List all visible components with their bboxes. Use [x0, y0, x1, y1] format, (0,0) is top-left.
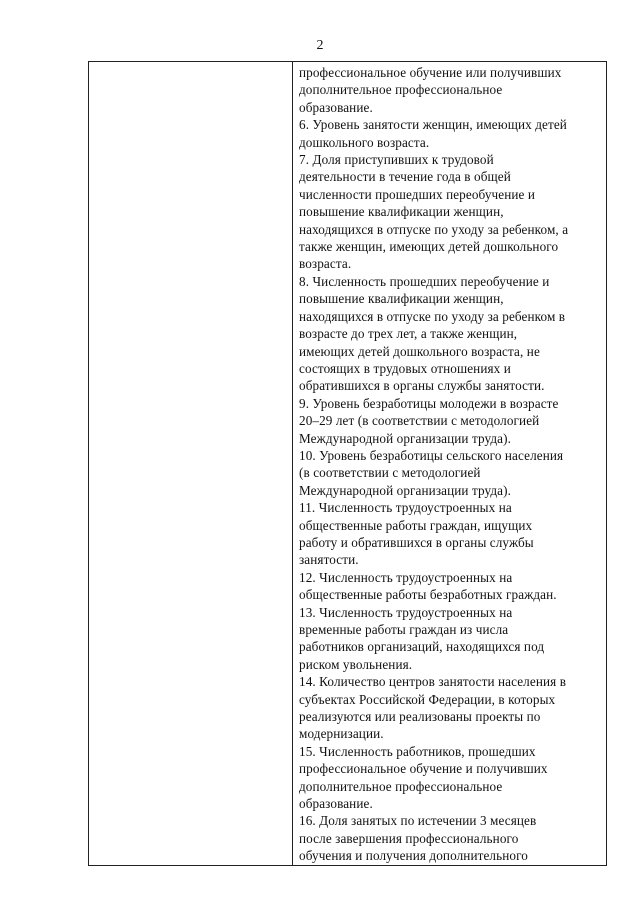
page-number: 2 — [316, 38, 324, 53]
table-row — [89, 62, 607, 866]
table-cell-right — [293, 62, 607, 866]
table-cell-left — [89, 62, 293, 866]
indicator-list-text: профессиональное обучение или получивших дополнительное профессиональное образование. 6. Уровень занятости женщин, имеющих детей дошкольного возраста. 7. Доля приступивших к трудовой деятельности в течение года в общей численности прошедших переобучение и повышение квалификации женщин, находящихся в отпуске по уходу за ребенком, а также женщин, имеющих детей дошкольного возраста. 8. Численность прошедших переобучение и повышение квалификации женщин, находящихся в отпуске по уходу за ребенком в возрасте до трех лет, а также женщин, имеющих детей дошкольного возраста, не состоящих в трудовых отношениях и обратившихся в органы службы занятости. 9. Уровень безработицы молодежи в возрасте 20–29 лет (в соответствии с методологией Международной организации труда). 10. Уровень безработицы сельского населения (в соответствии с методологией Международной организации труда). 11. Численность трудоустроенных на общественные работы граждан, ищущих работу и обратившихся в органы службы занятости. 12. Численность трудоустроенных на общественные работы безработных граждан. 13. Численность трудоустроенных на временные работы граждан из числа работников организаций, находящихся под риском увольнения. 14. Количество центров занятости населения в субъектах Российской Федерации, в которых реализуются или реализованы проекты по модернизации. 15. Численность работников, прошедших профессиональное обучение и получивших дополнительное профессиональное образование. 16. Доля занятых по истечении 3 месяцев после завершения профессионального обучения и получения дополнительного — [299, 65, 569, 864]
left-cell-text — [89, 62, 292, 64]
document-table — [88, 61, 607, 866]
